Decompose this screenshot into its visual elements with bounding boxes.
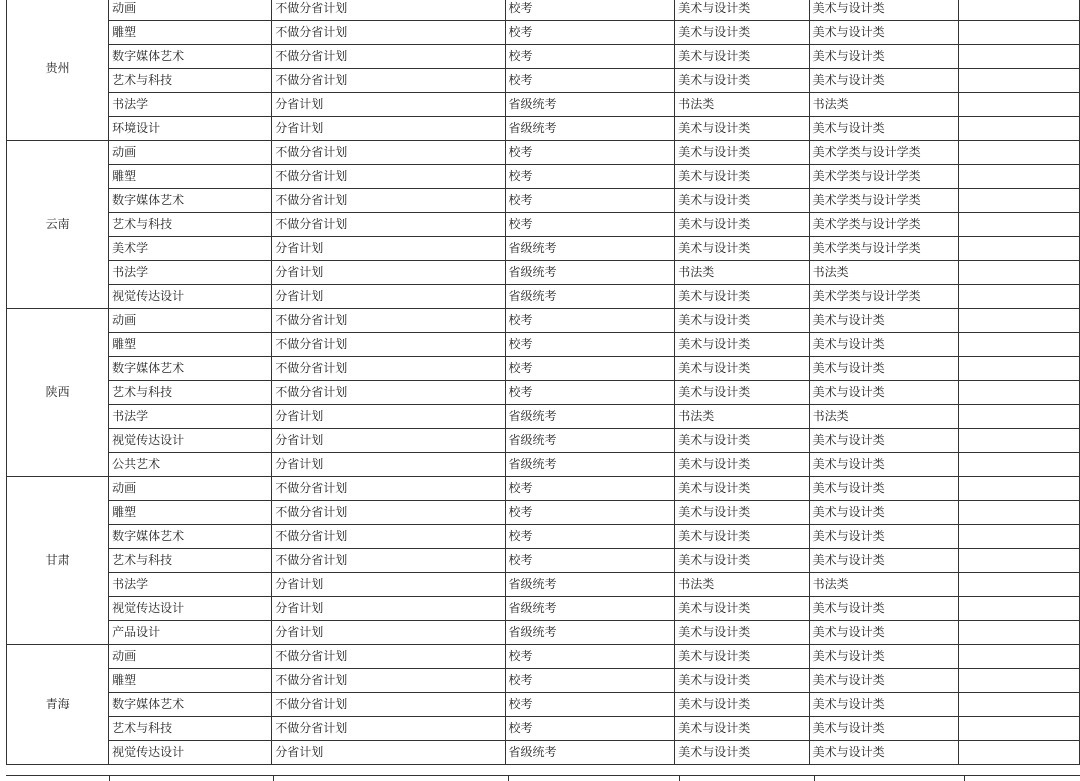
remark-cell <box>959 621 1080 645</box>
table-row <box>7 21 1080 45</box>
exam-type-cell: 省级统考 <box>505 285 675 309</box>
next-row-divider <box>679 775 680 781</box>
table-row <box>7 189 1080 213</box>
remark-cell <box>959 429 1080 453</box>
major-cell: 视觉传达设计 <box>109 429 272 453</box>
subject-category-cell: 美术与设计类 <box>809 597 959 621</box>
category-cell: 美术与设计类 <box>675 69 809 93</box>
remark-cell <box>959 693 1080 717</box>
exam-type-cell: 省级统考 <box>505 741 675 765</box>
subject-category-cell: 书法类 <box>809 573 959 597</box>
subject-category-cell: 美术与设计类 <box>809 357 959 381</box>
subject-category-cell: 美术与设计类 <box>809 117 959 141</box>
category-cell: 书法类 <box>675 573 809 597</box>
plan-type-cell: 分省计划 <box>272 573 505 597</box>
exam-type-cell: 省级统考 <box>505 93 675 117</box>
exam-type-cell: 校考 <box>505 501 675 525</box>
subject-category-cell: 美术与设计类 <box>809 669 959 693</box>
table-bottom-border <box>6 775 1080 776</box>
subject-category-cell: 美术与设计类 <box>809 21 959 45</box>
plan-type-cell: 不做分省计划 <box>272 525 505 549</box>
category-cell: 美术与设计类 <box>675 0 809 21</box>
major-cell: 美术学 <box>109 237 272 261</box>
plan-type-cell: 不做分省计划 <box>272 669 505 693</box>
plan-type-cell: 不做分省计划 <box>272 141 505 165</box>
major-cell: 雕塑 <box>109 669 272 693</box>
category-cell: 美术与设计类 <box>675 45 809 69</box>
table-row <box>7 93 1080 117</box>
major-cell: 书法学 <box>109 93 272 117</box>
table-row <box>7 0 1080 21</box>
plan-type-cell: 分省计划 <box>272 237 505 261</box>
subject-category-cell: 美术与设计类 <box>809 525 959 549</box>
major-cell: 艺术与科技 <box>109 549 272 573</box>
plan-type-cell: 不做分省计划 <box>272 189 505 213</box>
table-row <box>7 501 1080 525</box>
remark-cell <box>959 21 1080 45</box>
category-cell: 美术与设计类 <box>675 189 809 213</box>
table-row <box>7 405 1080 429</box>
major-cell: 艺术与科技 <box>109 69 272 93</box>
subject-category-cell: 美术与设计类 <box>809 381 959 405</box>
remark-cell <box>959 741 1080 765</box>
exam-type-cell: 校考 <box>505 0 675 21</box>
category-cell: 美术与设计类 <box>675 21 809 45</box>
next-row-divider <box>508 775 509 781</box>
table-row <box>7 573 1080 597</box>
province-cell: 贵州 <box>7 0 109 141</box>
major-cell: 产品设计 <box>109 621 272 645</box>
subject-category-cell: 美术与设计类 <box>809 0 959 21</box>
exam-type-cell: 校考 <box>505 165 675 189</box>
major-cell: 环境设计 <box>109 117 272 141</box>
major-cell: 数字媒体艺术 <box>109 693 272 717</box>
table-row <box>7 309 1080 333</box>
major-cell: 艺术与科技 <box>109 381 272 405</box>
major-cell: 视觉传达设计 <box>109 597 272 621</box>
remark-cell <box>959 285 1080 309</box>
plan-type-cell: 分省计划 <box>272 405 505 429</box>
remark-cell <box>959 165 1080 189</box>
exam-type-cell: 校考 <box>505 357 675 381</box>
plan-type-cell: 不做分省计划 <box>272 477 505 501</box>
plan-type-cell: 分省计划 <box>272 621 505 645</box>
major-cell: 书法学 <box>109 405 272 429</box>
category-cell: 美术与设计类 <box>675 357 809 381</box>
subject-category-cell: 美术学类与设计学类 <box>809 213 959 237</box>
plan-type-cell: 不做分省计划 <box>272 357 505 381</box>
remark-cell <box>959 189 1080 213</box>
category-cell: 美术与设计类 <box>675 549 809 573</box>
major-cell: 数字媒体艺术 <box>109 357 272 381</box>
plan-type-cell: 不做分省计划 <box>272 645 505 669</box>
plan-type-cell: 不做分省计划 <box>272 501 505 525</box>
remark-cell <box>959 501 1080 525</box>
table-row <box>7 165 1080 189</box>
plan-type-cell: 分省计划 <box>272 93 505 117</box>
remark-cell <box>959 717 1080 741</box>
category-cell: 美术与设计类 <box>675 213 809 237</box>
category-cell: 美术与设计类 <box>675 669 809 693</box>
exam-type-cell: 省级统考 <box>505 621 675 645</box>
remark-cell <box>959 309 1080 333</box>
table-row <box>7 69 1080 93</box>
category-cell: 美术与设计类 <box>675 453 809 477</box>
exam-type-cell: 省级统考 <box>505 261 675 285</box>
exam-type-cell: 校考 <box>505 21 675 45</box>
category-cell: 书法类 <box>675 261 809 285</box>
remark-cell <box>959 381 1080 405</box>
remark-cell <box>959 453 1080 477</box>
exam-type-cell: 校考 <box>505 381 675 405</box>
subject-category-cell: 美术与设计类 <box>809 477 959 501</box>
next-row-divider <box>273 775 274 781</box>
subject-category-cell: 美术与设计类 <box>809 621 959 645</box>
category-cell: 美术与设计类 <box>675 645 809 669</box>
category-cell: 美术与设计类 <box>675 741 809 765</box>
plan-type-cell: 不做分省计划 <box>272 333 505 357</box>
category-cell: 书法类 <box>675 405 809 429</box>
plan-type-cell: 不做分省计划 <box>272 309 505 333</box>
major-cell: 视觉传达设计 <box>109 741 272 765</box>
province-cell: 青海 <box>7 645 109 765</box>
exam-type-cell: 校考 <box>505 477 675 501</box>
plan-type-cell: 不做分省计划 <box>272 693 505 717</box>
remark-cell <box>959 45 1080 69</box>
plan-type-cell: 分省计划 <box>272 117 505 141</box>
exam-type-cell: 校考 <box>505 669 675 693</box>
plan-type-cell: 分省计划 <box>272 597 505 621</box>
category-cell: 美术与设计类 <box>675 165 809 189</box>
subject-category-cell: 美术与设计类 <box>809 45 959 69</box>
plan-type-cell: 不做分省计划 <box>272 45 505 69</box>
table-row <box>7 261 1080 285</box>
category-cell: 美术与设计类 <box>675 117 809 141</box>
major-cell: 数字媒体艺术 <box>109 45 272 69</box>
table-row <box>7 237 1080 261</box>
table-row <box>7 429 1080 453</box>
table-row <box>7 717 1080 741</box>
exam-type-cell: 省级统考 <box>505 597 675 621</box>
table-row <box>7 741 1080 765</box>
remark-cell <box>959 237 1080 261</box>
subject-category-cell: 美术与设计类 <box>809 645 959 669</box>
table-row <box>7 549 1080 573</box>
category-cell: 美术与设计类 <box>675 717 809 741</box>
subject-category-cell: 美术与设计类 <box>809 69 959 93</box>
plan-type-cell: 不做分省计划 <box>272 69 505 93</box>
table-row <box>7 45 1080 69</box>
major-cell: 公共艺术 <box>109 453 272 477</box>
plan-type-cell: 分省计划 <box>272 285 505 309</box>
plan-type-cell: 不做分省计划 <box>272 549 505 573</box>
remark-cell <box>959 573 1080 597</box>
category-cell: 美术与设计类 <box>675 309 809 333</box>
major-cell: 艺术与科技 <box>109 213 272 237</box>
major-cell: 动画 <box>109 141 272 165</box>
category-cell: 美术与设计类 <box>675 693 809 717</box>
province-cell: 甘肃 <box>7 477 109 645</box>
category-cell: 美术与设计类 <box>675 285 809 309</box>
category-cell: 美术与设计类 <box>675 525 809 549</box>
plan-type-cell: 不做分省计划 <box>272 381 505 405</box>
remark-cell <box>959 405 1080 429</box>
major-cell: 雕塑 <box>109 501 272 525</box>
remark-cell <box>959 93 1080 117</box>
category-cell: 美术与设计类 <box>675 621 809 645</box>
table-row <box>7 525 1080 549</box>
exam-type-cell: 校考 <box>505 69 675 93</box>
plan-type-cell: 不做分省计划 <box>272 0 505 21</box>
remark-cell <box>959 69 1080 93</box>
subject-category-cell: 美术与设计类 <box>809 717 959 741</box>
major-cell: 书法学 <box>109 261 272 285</box>
exam-type-cell: 省级统考 <box>505 237 675 261</box>
plan-type-cell: 分省计划 <box>272 741 505 765</box>
subject-category-cell: 美术与设计类 <box>809 501 959 525</box>
major-cell: 数字媒体艺术 <box>109 189 272 213</box>
table-row <box>7 141 1080 165</box>
major-cell: 雕塑 <box>109 165 272 189</box>
exam-type-cell: 省级统考 <box>505 429 675 453</box>
remark-cell <box>959 333 1080 357</box>
exam-type-cell: 省级统考 <box>505 573 675 597</box>
plan-type-cell: 不做分省计划 <box>272 21 505 45</box>
exam-type-cell: 省级统考 <box>505 453 675 477</box>
exam-type-cell: 校考 <box>505 525 675 549</box>
remark-cell <box>959 141 1080 165</box>
next-row-divider <box>964 775 965 781</box>
subject-category-cell: 美术与设计类 <box>809 453 959 477</box>
table-row <box>7 597 1080 621</box>
remark-cell <box>959 0 1080 21</box>
table-row <box>7 669 1080 693</box>
major-cell: 雕塑 <box>109 333 272 357</box>
exam-type-cell: 省级统考 <box>505 405 675 429</box>
table-row <box>7 213 1080 237</box>
category-cell: 美术与设计类 <box>675 333 809 357</box>
major-cell: 动画 <box>109 645 272 669</box>
remark-cell <box>959 213 1080 237</box>
category-cell: 美术与设计类 <box>675 429 809 453</box>
exam-type-cell: 校考 <box>505 189 675 213</box>
next-row-divider <box>109 775 110 781</box>
exam-type-cell: 校考 <box>505 309 675 333</box>
major-cell: 视觉传达设计 <box>109 285 272 309</box>
exam-type-cell: 校考 <box>505 645 675 669</box>
plan-type-cell: 分省计划 <box>272 429 505 453</box>
subject-category-cell: 美术与设计类 <box>809 333 959 357</box>
table-row <box>7 285 1080 309</box>
table-row <box>7 357 1080 381</box>
subject-category-cell: 美术学类与设计学类 <box>809 237 959 261</box>
enrollment-plan-table <box>6 0 1080 765</box>
province-cell: 云南 <box>7 141 109 309</box>
category-cell: 美术与设计类 <box>675 237 809 261</box>
remark-cell <box>959 357 1080 381</box>
subject-category-cell: 美术与设计类 <box>809 693 959 717</box>
remark-cell <box>959 669 1080 693</box>
remark-cell <box>959 597 1080 621</box>
category-cell: 美术与设计类 <box>675 501 809 525</box>
exam-type-cell: 校考 <box>505 549 675 573</box>
exam-type-cell: 校考 <box>505 141 675 165</box>
subject-category-cell: 书法类 <box>809 405 959 429</box>
major-cell: 书法学 <box>109 573 272 597</box>
subject-category-cell: 书法类 <box>809 261 959 285</box>
major-cell: 动画 <box>109 309 272 333</box>
major-cell: 雕塑 <box>109 21 272 45</box>
category-cell: 美术与设计类 <box>675 381 809 405</box>
subject-category-cell: 美术与设计类 <box>809 429 959 453</box>
remark-cell <box>959 261 1080 285</box>
plan-type-cell: 不做分省计划 <box>272 165 505 189</box>
exam-type-cell: 校考 <box>505 693 675 717</box>
plan-type-cell: 分省计划 <box>272 453 505 477</box>
table-row <box>7 693 1080 717</box>
plan-type-cell: 不做分省计划 <box>272 717 505 741</box>
subject-category-cell: 书法类 <box>809 93 959 117</box>
table-row <box>7 453 1080 477</box>
exam-type-cell: 校考 <box>505 213 675 237</box>
table-row <box>7 333 1080 357</box>
remark-cell <box>959 645 1080 669</box>
remark-cell <box>959 477 1080 501</box>
table-row <box>7 381 1080 405</box>
major-cell: 数字媒体艺术 <box>109 525 272 549</box>
next-row-divider <box>814 775 815 781</box>
category-cell: 美术与设计类 <box>675 477 809 501</box>
table-row <box>7 117 1080 141</box>
remark-cell <box>959 549 1080 573</box>
category-cell: 美术与设计类 <box>675 597 809 621</box>
major-cell: 动画 <box>109 0 272 21</box>
plan-type-cell: 分省计划 <box>272 261 505 285</box>
category-cell: 书法类 <box>675 93 809 117</box>
subject-category-cell: 美术与设计类 <box>809 549 959 573</box>
table-row <box>7 477 1080 501</box>
remark-cell <box>959 525 1080 549</box>
exam-type-cell: 校考 <box>505 45 675 69</box>
subject-category-cell: 美术与设计类 <box>809 741 959 765</box>
major-cell: 动画 <box>109 477 272 501</box>
exam-type-cell: 省级统考 <box>505 117 675 141</box>
subject-category-cell: 美术学类与设计学类 <box>809 285 959 309</box>
exam-type-cell: 校考 <box>505 333 675 357</box>
table-row <box>7 645 1080 669</box>
subject-category-cell: 美术与设计类 <box>809 309 959 333</box>
province-cell: 陕西 <box>7 309 109 477</box>
table-row <box>7 621 1080 645</box>
remark-cell <box>959 117 1080 141</box>
exam-type-cell: 校考 <box>505 717 675 741</box>
major-cell: 艺术与科技 <box>109 717 272 741</box>
subject-category-cell: 美术学类与设计学类 <box>809 165 959 189</box>
subject-category-cell: 美术学类与设计学类 <box>809 189 959 213</box>
category-cell: 美术与设计类 <box>675 141 809 165</box>
plan-type-cell: 不做分省计划 <box>272 213 505 237</box>
subject-category-cell: 美术学类与设计学类 <box>809 141 959 165</box>
